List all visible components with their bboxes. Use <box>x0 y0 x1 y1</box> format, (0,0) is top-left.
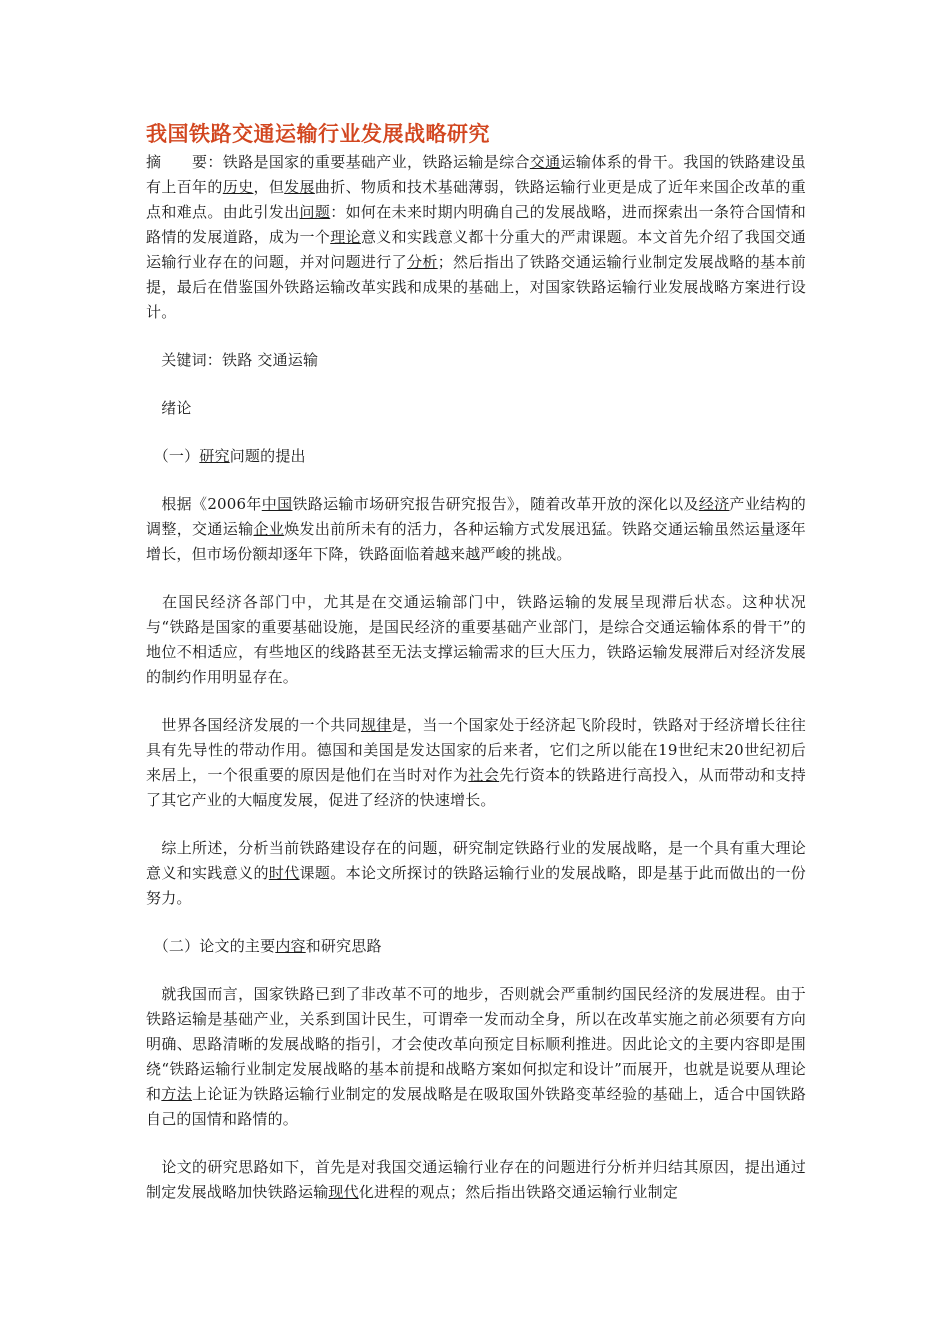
paragraph-text: ；然后指出了铁路交通运输行业制定发展战略的基本前提，最后在借鉴国外铁路运输改革实践和成果的基础上，对国家铁路运输行业发展战略方案进行设计。 <box>146 253 806 321</box>
paragraph-text: 就我国而言，国家铁路已到了非改革不可的地步，否则就会严重制约国民经济的发展进程。由于铁路运输是基础产业，关系到国计民生，可谓牵一发而动全身，所以在改革实施之前必须要有方向明确、思路清晰的发展战略的指引，才会使改革向预定目标顺利推进。因此论文的主要内容即是围绕“铁路运输行业制定发展战略的基本前提和战略方案如何拟定和设计”而展开，也就是说要从理论和 <box>146 985 806 1103</box>
paragraph <box>146 934 806 959</box>
document-body <box>146 118 806 1205</box>
keyword-link[interactable]: 企业 <box>253 520 285 538</box>
paragraph <box>146 1155 806 1205</box>
paragraph-text: ，但 <box>253 178 285 196</box>
paragraph-text: 绪论 <box>146 399 192 417</box>
keyword-link[interactable]: 社会 <box>468 766 500 784</box>
keyword-link[interactable]: 问题 <box>299 203 331 221</box>
paragraph-text: 焕发出前所未有的活力，各种运输方式发展迅猛。铁路交通运输虽然运量逐年增长，但市场份额却逐年下降，铁路面临着越来越严峻的挑战。 <box>146 520 806 563</box>
paragraph-text: 综上所述，分析当前铁路建设存在的问题，研究制定铁路行业的发展战略，是一个具有重大理论意义和实践意义的 <box>146 839 806 882</box>
paragraph <box>146 836 806 911</box>
keyword-link[interactable]: 发展 <box>284 178 315 196</box>
paragraph-text: 上论证为铁路运输行业制定的发展战略是在吸取国外铁路变革经验的基础上，适合中国铁路自己的国情和路情的。 <box>146 1085 807 1128</box>
paragraph-text: 论文的研究思路如下，首先是对我国交通运输行业存在的问题进行分析并归结其原因，提出通过制定发展战略加快铁路运输 <box>146 1158 806 1201</box>
paragraph-text: 课题。本论文所探讨的铁路运输行业的发展战略，即是基于此而做出的一份努力。 <box>146 864 807 907</box>
keyword-link[interactable]: 研究 <box>199 447 230 465</box>
paragraph <box>146 492 806 567</box>
paragraph-text: （一） <box>146 447 200 465</box>
keyword-link[interactable]: 方法 <box>161 1085 193 1103</box>
paragraph-list <box>146 150 806 1205</box>
keyword-link[interactable]: 交通 <box>529 153 561 171</box>
keyword-link[interactable]: 时代 <box>268 864 300 882</box>
paragraph <box>146 590 806 690</box>
keyword-link[interactable]: 中国 <box>261 495 293 513</box>
paragraph-text: 摘 要：铁路是国家的重要基础产业，铁路运输是综合 <box>146 153 530 171</box>
paragraph-text: 产业结构的调整，交通运输 <box>146 495 807 538</box>
paragraph-text: 和研究思路 <box>305 937 382 955</box>
paragraph-text: 意义和实践意义都十分重大的严肃课题。本文首先介绍了我国交通运输行业存在的问题，并对问题进行了 <box>146 228 807 271</box>
paragraph-text: 化进程的观点；然后指出铁路交通运输行业制定 <box>358 1183 679 1201</box>
paragraph-text: 世界各国经济发展的一个共同 <box>146 716 361 734</box>
keyword-link[interactable]: 现代 <box>328 1183 359 1201</box>
paragraph-text: ：如何在未来时期内明确自己的发展战略，进而探索出一条符合国情和路情的发展道路，成为一个 <box>146 203 806 246</box>
keyword-link[interactable]: 理论 <box>330 228 361 246</box>
paragraph-text: 是，当一个国家处于经济起飞阶段时，铁路对于经济增长往往具有先导性的带动作用。德国和美国是发达国家的后来者，它们之所以能在19世纪末20世纪初后来居上，一个很重要的原因是他们在当时对作为 <box>146 716 807 784</box>
paragraph <box>146 713 806 813</box>
paragraph <box>146 982 806 1132</box>
keyword-link[interactable]: 经济 <box>698 495 730 513</box>
paragraph-text: 运输体系的骨干。我国的铁路建设虽有上百年的 <box>146 153 807 196</box>
keyword-link[interactable]: 内容 <box>275 937 306 955</box>
paragraph-text: 根据《2006年 <box>146 495 262 513</box>
paragraph-text: （二）论文的主要 <box>146 937 276 955</box>
paragraph-text: 在国民经济各部门中，尤其是在交通运输部门中，铁路运输的发展呈现滞后状态。这种状况与“铁路是国家的重要基础设施，是国民经济的重要基础产业部门，是综合交通运输体系的骨干”的地位不相适应，有些地区的线路甚至无法支撑运输需求的巨大压力，铁路运输发展滞后对经济发展的制约作用明显存在。 <box>146 593 806 686</box>
keyword-link[interactable]: 规律 <box>360 716 392 734</box>
keyword-link[interactable]: 历史 <box>222 178 254 196</box>
document-title: 我国铁路交通运输行业发展战略研究 <box>146 122 490 146</box>
keyword-link[interactable]: 分析 <box>406 253 438 271</box>
paragraph-text: 曲折、物质和技术基础薄弱，铁路运输行业更是成了近年来国企改革的重点和难点。由此引发出 <box>146 178 806 221</box>
paragraph-text: 先行资本的铁路进行高投入，从而带动和支持了其它产业的大幅度发展，促进了经济的快速增长。 <box>146 766 806 809</box>
paragraph-text: 关键词：铁路 交通运输 <box>146 351 319 369</box>
paragraph-text: 问题的提出 <box>229 447 306 465</box>
paragraph-text: 铁路运输市场研究报告研究报告》，随着改革开放的深化以及 <box>292 495 699 513</box>
paragraph <box>146 150 806 325</box>
paragraph <box>146 348 806 373</box>
paragraph <box>146 396 806 421</box>
paragraph <box>146 444 806 469</box>
